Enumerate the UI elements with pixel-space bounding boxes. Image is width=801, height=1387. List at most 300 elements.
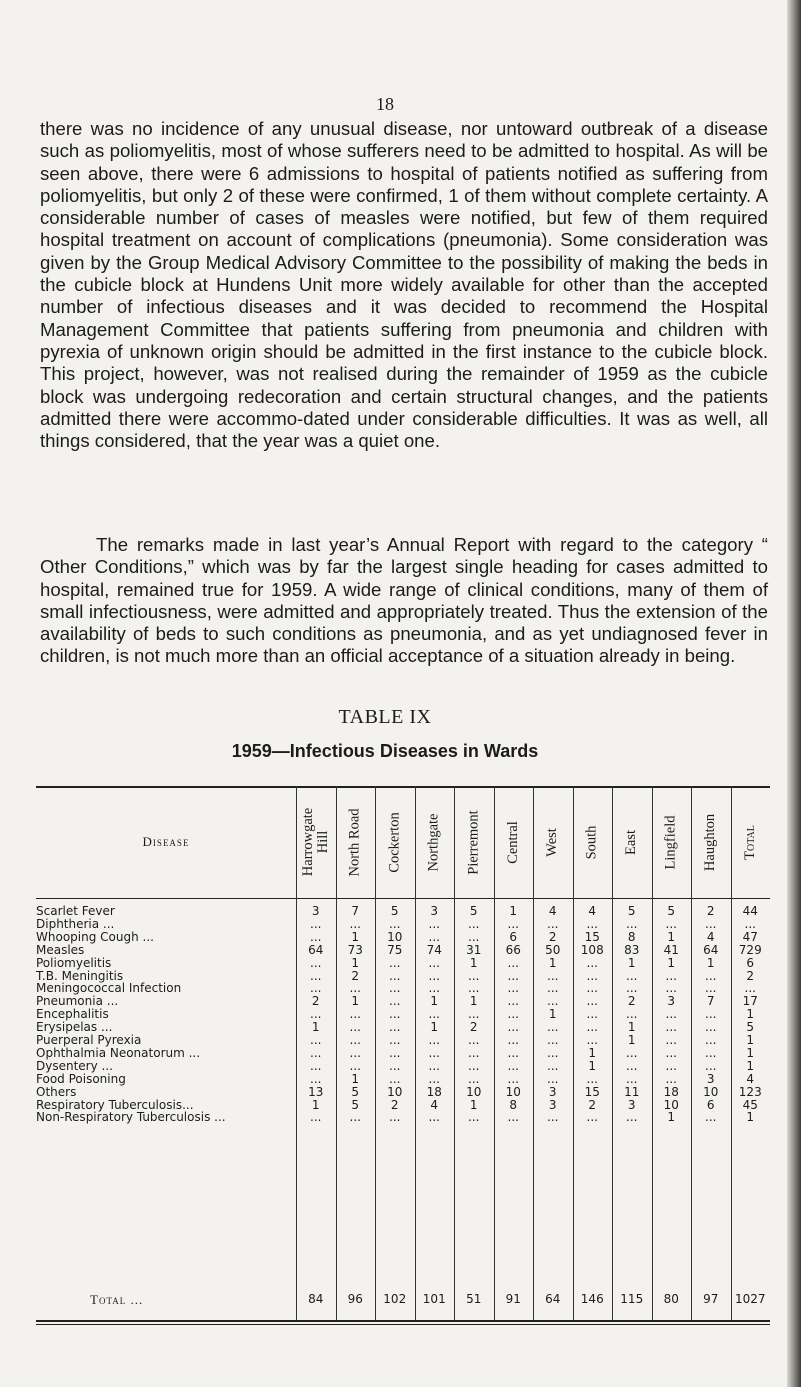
- table-cell: ...: [428, 968, 440, 983]
- table-cell: 2: [706, 904, 715, 918]
- row-disease-label: [36, 969, 298, 983]
- column-header-label: Northgate: [425, 813, 442, 871]
- table-cell: ...: [626, 1110, 638, 1125]
- table-cell: 1: [548, 1007, 557, 1022]
- table-cell: ...: [389, 1033, 401, 1047]
- table-cell: 1: [667, 1110, 676, 1125]
- table-row: [36, 1072, 770, 1085]
- table-cell: 2: [588, 1097, 597, 1112]
- table-cell: 8: [509, 1097, 518, 1112]
- table-cell: ...: [507, 1110, 519, 1125]
- table-cell: ...: [586, 955, 598, 970]
- table-cell: 5: [351, 1097, 360, 1112]
- table-cell: ...: [547, 1110, 559, 1125]
- row-disease-label: [36, 943, 298, 957]
- table-cell: 1: [469, 1097, 478, 1112]
- row-disease-label: [36, 1059, 298, 1073]
- table-cell: 6: [509, 929, 518, 944]
- table-cell: ...: [547, 1071, 559, 1086]
- table-cell: ...: [626, 1007, 638, 1022]
- table-cell: ...: [547, 1033, 559, 1047]
- table-cell: ...: [349, 1058, 361, 1073]
- table-cell: ...: [507, 916, 519, 931]
- table-cell: ...: [468, 1007, 480, 1022]
- table-cell: ...: [468, 1110, 480, 1125]
- table-row: [36, 1020, 770, 1033]
- table-cell: ...: [665, 968, 677, 983]
- table-cell: 2: [351, 968, 360, 983]
- column-header-label: East: [623, 829, 640, 855]
- table-cell: 18: [426, 1084, 442, 1099]
- table-cell: 4: [588, 904, 597, 918]
- table-cell: ...: [705, 916, 717, 931]
- disease-name: Whooping Cough ...: [36, 929, 154, 944]
- table-cell: ...: [389, 916, 401, 931]
- table-cell: 1: [430, 1020, 439, 1035]
- column-header: [494, 792, 534, 892]
- table-cell: ...: [310, 929, 322, 944]
- disease-name: Respiratory Tuberculosis...: [36, 1097, 194, 1112]
- total-row: [36, 1292, 770, 1306]
- table-cell: 2: [746, 968, 755, 983]
- table-cell: ...: [428, 929, 440, 944]
- column-header-label: Haughton: [702, 813, 719, 871]
- table-cell: ...: [389, 968, 401, 983]
- table-cell: 3: [548, 1097, 557, 1112]
- table-cell: ...: [586, 994, 598, 1009]
- table-cell: 1: [351, 929, 360, 944]
- table-row: [36, 930, 770, 943]
- table-cell: ...: [310, 968, 322, 983]
- table-cell: ...: [310, 981, 322, 996]
- paragraph-2: The remarks made in last year’s Annual Report with regard to the category “ Other Conditions,” which was by far the largest single heading for cases admitted to hospital, remained true for 1959. A wide range of clinical conditions, many of them of small infectiousness, were admitted and appropriately treated. Thus the extension of the availability of beds to such conditions as pneumonia, and as yet undiagnosed fever in children, is not much more than an official acceptance of a situation already in being.: [40, 534, 768, 667]
- table-cell: ...: [389, 1045, 401, 1060]
- table-cell: ...: [586, 968, 598, 983]
- table-cell: ...: [507, 968, 519, 983]
- table-cell: ...: [428, 1071, 440, 1086]
- total-cell: 115: [620, 1292, 644, 1306]
- row-disease-label: [36, 930, 298, 944]
- row-disease-label: [36, 956, 298, 970]
- table-cell: 1: [627, 1020, 636, 1035]
- row-disease-label: [36, 1020, 298, 1034]
- row-disease-label: [36, 1098, 298, 1112]
- table-row: [36, 969, 770, 982]
- table-cell: 1: [627, 1033, 636, 1047]
- column-header: [375, 792, 415, 892]
- table-cell: 3: [548, 1084, 557, 1099]
- table-cell: 73: [347, 942, 363, 957]
- table-cell: ...: [665, 1020, 677, 1035]
- table-cell: ...: [349, 981, 361, 996]
- total-cell: 84: [308, 1292, 324, 1306]
- column-header-label: South: [583, 825, 600, 859]
- disease-name: Others: [36, 1084, 77, 1099]
- table-cell: 44: [742, 904, 758, 918]
- column-header-label: Total: [741, 824, 758, 860]
- table-cell: ...: [507, 981, 519, 996]
- table-cell: ...: [468, 929, 480, 944]
- row-disease-label: [36, 1046, 298, 1060]
- table-cell: ...: [507, 1058, 519, 1073]
- table-cell: 8: [627, 929, 636, 944]
- table-cell: ...: [705, 1033, 717, 1047]
- table-cell: ...: [389, 1110, 401, 1125]
- column-header: [652, 792, 692, 892]
- table-cell: 5: [390, 904, 399, 918]
- table-cell: 10: [387, 929, 403, 944]
- table-cell: ...: [310, 1110, 322, 1125]
- column-header: [296, 792, 336, 892]
- table-cell: 45: [742, 1097, 758, 1112]
- table-cell: ...: [389, 1071, 401, 1086]
- column-header-label: North Road: [346, 807, 363, 877]
- table-cell: ...: [507, 1020, 519, 1035]
- table-cell: ...: [547, 968, 559, 983]
- table-row: [36, 981, 770, 994]
- table-cell: 1: [588, 1045, 597, 1060]
- total-cell: 102: [383, 1292, 407, 1306]
- total-cell: 1027: [734, 1292, 766, 1306]
- table-cell: ...: [428, 1045, 440, 1060]
- table-cell: 2: [311, 994, 320, 1009]
- table-cell: 1: [706, 955, 715, 970]
- table-cell: 5: [627, 904, 636, 918]
- disease-name: Erysipelas ...: [36, 1020, 113, 1035]
- total-cell: 146: [580, 1292, 604, 1306]
- table-cell: 5: [351, 1084, 360, 1099]
- disease-name: Pneumonia ...: [36, 994, 119, 1009]
- disease-name: Non-Respiratory Tuberculosis ...: [36, 1110, 226, 1125]
- table-cell: ...: [507, 994, 519, 1009]
- disease-name: T.B. Meningitis: [36, 968, 124, 983]
- table-cell: 4: [706, 929, 715, 944]
- table-cell: 4: [746, 1071, 755, 1086]
- table-cell: ...: [626, 1071, 638, 1086]
- table-cell: ...: [428, 1033, 440, 1047]
- table-row: [36, 1110, 770, 1123]
- table-cell: 1: [627, 955, 636, 970]
- table-cell: 17: [742, 994, 758, 1009]
- table-cell: ...: [428, 981, 440, 996]
- column-header-label: Pierremont: [465, 809, 482, 875]
- row-disease-label: [36, 904, 298, 918]
- table-cell: 1: [548, 955, 557, 970]
- table-cell: 1: [430, 994, 439, 1009]
- infectious-diseases-table: [36, 786, 770, 1327]
- table-cell: 5: [469, 904, 478, 918]
- table-bottom-rule: [36, 1320, 770, 1322]
- total-cell: 64: [545, 1292, 561, 1306]
- table-cell: ...: [310, 1007, 322, 1022]
- table-cell: ...: [744, 916, 756, 931]
- table-cell: 64: [308, 942, 324, 957]
- table-cell: 15: [584, 929, 600, 944]
- column-header-label: Harrowgate Hill: [299, 807, 331, 877]
- table-cell: ...: [586, 1007, 598, 1022]
- table-cell: 1: [746, 1007, 755, 1022]
- table-cell: ...: [705, 1045, 717, 1060]
- disease-name: Encephalitis: [36, 1007, 109, 1022]
- table-cell: 1: [746, 1033, 755, 1047]
- table-cell: ...: [586, 1033, 598, 1047]
- total-cell: 91: [505, 1292, 521, 1306]
- table-row: [36, 1007, 770, 1020]
- table-cell: ...: [665, 1071, 677, 1086]
- disease-name: Measles: [36, 942, 85, 957]
- table-cell: ...: [310, 916, 322, 931]
- table-cell: ...: [310, 1058, 322, 1073]
- table-cell: 13: [308, 1084, 324, 1099]
- table-cell: 1: [746, 1110, 755, 1125]
- column-header: [533, 792, 573, 892]
- page-edge-shadow: [787, 0, 801, 1387]
- table-cell: ...: [705, 1110, 717, 1125]
- table-cell: ...: [468, 981, 480, 996]
- table-cell: ...: [389, 1020, 401, 1035]
- table-cell: ...: [547, 981, 559, 996]
- table-cell: ...: [586, 981, 598, 996]
- table-cell: ...: [665, 1033, 677, 1047]
- table-cell: 75: [387, 942, 403, 957]
- table-cell: ...: [547, 916, 559, 931]
- table-cell: 10: [663, 1097, 679, 1112]
- table-top-rule: [36, 786, 770, 788]
- table-cell: 7: [351, 904, 360, 918]
- table-cell: ...: [626, 968, 638, 983]
- table-cell: ...: [547, 1058, 559, 1073]
- table-cell: 1: [667, 955, 676, 970]
- row-disease-label: [36, 1110, 298, 1124]
- row-disease-label: [36, 1033, 298, 1047]
- table-cell: 123: [738, 1084, 762, 1099]
- table-cell: 50: [545, 942, 561, 957]
- table-row: [36, 1046, 770, 1059]
- disease-column-header: Disease: [142, 834, 190, 849]
- total-cell: 101: [422, 1292, 446, 1306]
- table-cell: 7: [706, 994, 715, 1009]
- table-cell: ...: [586, 1020, 598, 1035]
- table-cell: ...: [665, 1007, 677, 1022]
- table-cell: ...: [626, 1058, 638, 1073]
- table-cell: ...: [310, 955, 322, 970]
- total-cell: 51: [466, 1292, 482, 1306]
- table-cell: ...: [389, 1007, 401, 1022]
- table-cell: ...: [349, 1033, 361, 1047]
- table-cell: ...: [468, 1033, 480, 1047]
- table-cell: 15: [584, 1084, 600, 1099]
- table-cell: 66: [505, 942, 521, 957]
- table-cell: 10: [466, 1084, 482, 1099]
- row-disease-label: [36, 917, 298, 931]
- table-cell: 10: [387, 1084, 403, 1099]
- table-cell: ...: [428, 916, 440, 931]
- table-cell: ...: [705, 968, 717, 983]
- table-row: [36, 956, 770, 969]
- table-row: [36, 943, 770, 956]
- table-row: [36, 1033, 770, 1046]
- total-cell: 97: [703, 1292, 719, 1306]
- table-cell: 3: [667, 994, 676, 1009]
- disease-name: Poliomyelitis: [36, 955, 112, 970]
- table-cell: 3: [311, 904, 320, 918]
- table-row: [36, 904, 770, 917]
- table-cell: 5: [667, 904, 676, 918]
- table-cell: ...: [389, 1058, 401, 1073]
- table-cell: 2: [548, 929, 557, 944]
- disease-name: Puerperal Pyrexia: [36, 1033, 142, 1047]
- table-cell: ...: [428, 1110, 440, 1125]
- total-label: Total ...: [90, 1292, 144, 1307]
- table-row: [36, 1098, 770, 1111]
- page-number: 18: [376, 94, 394, 114]
- table-cell: 2: [390, 1097, 399, 1112]
- table-header-rule: [36, 898, 770, 899]
- table-cell: ...: [428, 1007, 440, 1022]
- table-cell: ...: [705, 1020, 717, 1035]
- table-cell: ...: [468, 916, 480, 931]
- table-cell: 1: [469, 994, 478, 1009]
- column-header: [612, 792, 652, 892]
- table-cell: 1: [469, 955, 478, 970]
- table-cell: ...: [349, 1045, 361, 1060]
- table-cell: ...: [389, 981, 401, 996]
- column-header-label: West: [544, 827, 561, 857]
- table-cell: 2: [627, 994, 636, 1009]
- table-cell: ...: [547, 994, 559, 1009]
- table-cell: 729: [738, 942, 762, 957]
- row-disease-label: [36, 981, 298, 995]
- table-cell: 11: [624, 1084, 640, 1099]
- table-cell: ...: [468, 1071, 480, 1086]
- table-row: [36, 1059, 770, 1072]
- table-cell: 1: [351, 1071, 360, 1086]
- table-cell: 5: [746, 1020, 755, 1035]
- table-cell: ...: [665, 1058, 677, 1073]
- table-cell: 64: [703, 942, 719, 957]
- table-cell: ...: [310, 1045, 322, 1060]
- table-cell: ...: [507, 1071, 519, 1086]
- table-cell: 6: [706, 1097, 715, 1112]
- table-cell: ...: [349, 1020, 361, 1035]
- table-cell: ...: [586, 1110, 598, 1125]
- row-disease-label: [36, 1085, 298, 1099]
- table-cell: 1: [667, 929, 676, 944]
- table-cell: ...: [626, 981, 638, 996]
- table-cell: 47: [742, 929, 758, 944]
- table-cell: 1: [588, 1058, 597, 1073]
- table-cell: 18: [663, 1084, 679, 1099]
- table-cell: 31: [466, 942, 482, 957]
- table-cell: 1: [509, 904, 518, 918]
- table-cell: 3: [627, 1097, 636, 1112]
- disease-name: Meningococcal Infection: [36, 981, 182, 996]
- table-cell: ...: [705, 1058, 717, 1073]
- table-cell: ...: [507, 1007, 519, 1022]
- table-row: [36, 917, 770, 930]
- table-cell: 1: [746, 1058, 755, 1073]
- paragraph-1: there was no incidence of any unusual disease, nor untoward outbreak of a disease such as poliomyelitis, most of whose sufferers need to be admitted to hospital. As will be seen above, there were 6 admissions to hospital of patients notified as suffering from poliomyelitis, but only 2 of these were confirmed, 1 of them without complete certainty. A considerable number of cases of measles were notified, but few of them required hospital treatment on account of complications (pneumonia). Some consideration was given by the Group Medical Advisory Committee to the possibility of making the beds in the cubicle block at Hundens Unit more widely available for other than the accepted number of infectious diseases and it was decided to recommend the Hospital Management Committee that patients suffering from pneumonia and children with pyrexia of unknown origin should be admitted in the first instance to the cubicle block. This project, however, was not realised during the remainder of 1959 as the cubicle block was undergoing redecoration and certain structural changes, and the patients admitted there were accommo-dated under considerable difficulties. It was as well, all things considered, that the year was a quiet one.: [40, 118, 768, 452]
- table-cell: ...: [665, 981, 677, 996]
- column-header: [454, 792, 494, 892]
- table-cell: ...: [507, 955, 519, 970]
- table-subtitle: 1959—Infectious Diseases in Wards: [231, 741, 539, 761]
- table-cell: ...: [349, 1110, 361, 1125]
- table-cell: ...: [428, 955, 440, 970]
- column-header: [731, 792, 771, 892]
- table-cell: ...: [468, 1058, 480, 1073]
- table-row: [36, 994, 770, 1007]
- table-cell: 108: [580, 942, 604, 957]
- table-cell: 2: [469, 1020, 478, 1035]
- table-cell: ...: [468, 1045, 480, 1060]
- table-cell: 1: [311, 1097, 320, 1112]
- table-cell: 6: [746, 955, 755, 970]
- table-cell: 1: [746, 1045, 755, 1060]
- table-bottom-rule-thin: [36, 1324, 770, 1325]
- table-cell: ...: [744, 981, 756, 996]
- table-cell: ...: [349, 1007, 361, 1022]
- disease-name: Diphtheria ...: [36, 916, 115, 931]
- table-cell: 10: [505, 1084, 521, 1099]
- table-cell: 3: [430, 904, 439, 918]
- table-title: TABLE IX: [338, 706, 432, 728]
- row-disease-label: [36, 994, 298, 1008]
- table-cell: 83: [624, 942, 640, 957]
- table-cell: ...: [310, 1071, 322, 1086]
- table-cell: ...: [705, 1007, 717, 1022]
- disease-name: Food Poisoning: [36, 1071, 126, 1086]
- disease-name: Scarlet Fever: [36, 904, 115, 918]
- column-header-label: Central: [504, 820, 521, 864]
- table-cell: ...: [310, 1033, 322, 1047]
- table-cell: ...: [665, 916, 677, 931]
- table-cell: 1: [351, 994, 360, 1009]
- table-cell: 4: [430, 1097, 439, 1112]
- table-cell: ...: [586, 916, 598, 931]
- disease-name: Dysentery ...: [36, 1058, 113, 1073]
- column-header: [415, 792, 455, 892]
- table-cell: 74: [426, 942, 442, 957]
- row-disease-label: [36, 1007, 298, 1021]
- table-cell: 1: [351, 955, 360, 970]
- total-cell: 80: [663, 1292, 679, 1306]
- table-cell: ...: [389, 955, 401, 970]
- table-row: [36, 1085, 770, 1098]
- column-header: [336, 792, 376, 892]
- disease-name: Ophthalmia Neonatorum ...: [36, 1045, 201, 1060]
- table-cell: ...: [389, 994, 401, 1009]
- table-cell: ...: [547, 1020, 559, 1035]
- table-cell: ...: [705, 981, 717, 996]
- column-header: [691, 792, 731, 892]
- table-cell: ...: [349, 916, 361, 931]
- table-cell: ...: [547, 1045, 559, 1060]
- column-header-label: Cockerton: [386, 811, 403, 873]
- table-cell: 1: [311, 1020, 320, 1035]
- row-disease-label: [36, 1072, 298, 1086]
- table-cell: ...: [507, 1033, 519, 1047]
- table-cell: ...: [428, 1058, 440, 1073]
- table-cell: ...: [586, 1071, 598, 1086]
- table-cell: ...: [468, 968, 480, 983]
- table-cell: 4: [548, 904, 557, 918]
- total-cell: 96: [347, 1292, 363, 1306]
- column-header: [573, 792, 613, 892]
- table-cell: 10: [703, 1084, 719, 1099]
- column-header-label: Lingfield: [662, 815, 679, 869]
- table-cell: 41: [663, 942, 679, 957]
